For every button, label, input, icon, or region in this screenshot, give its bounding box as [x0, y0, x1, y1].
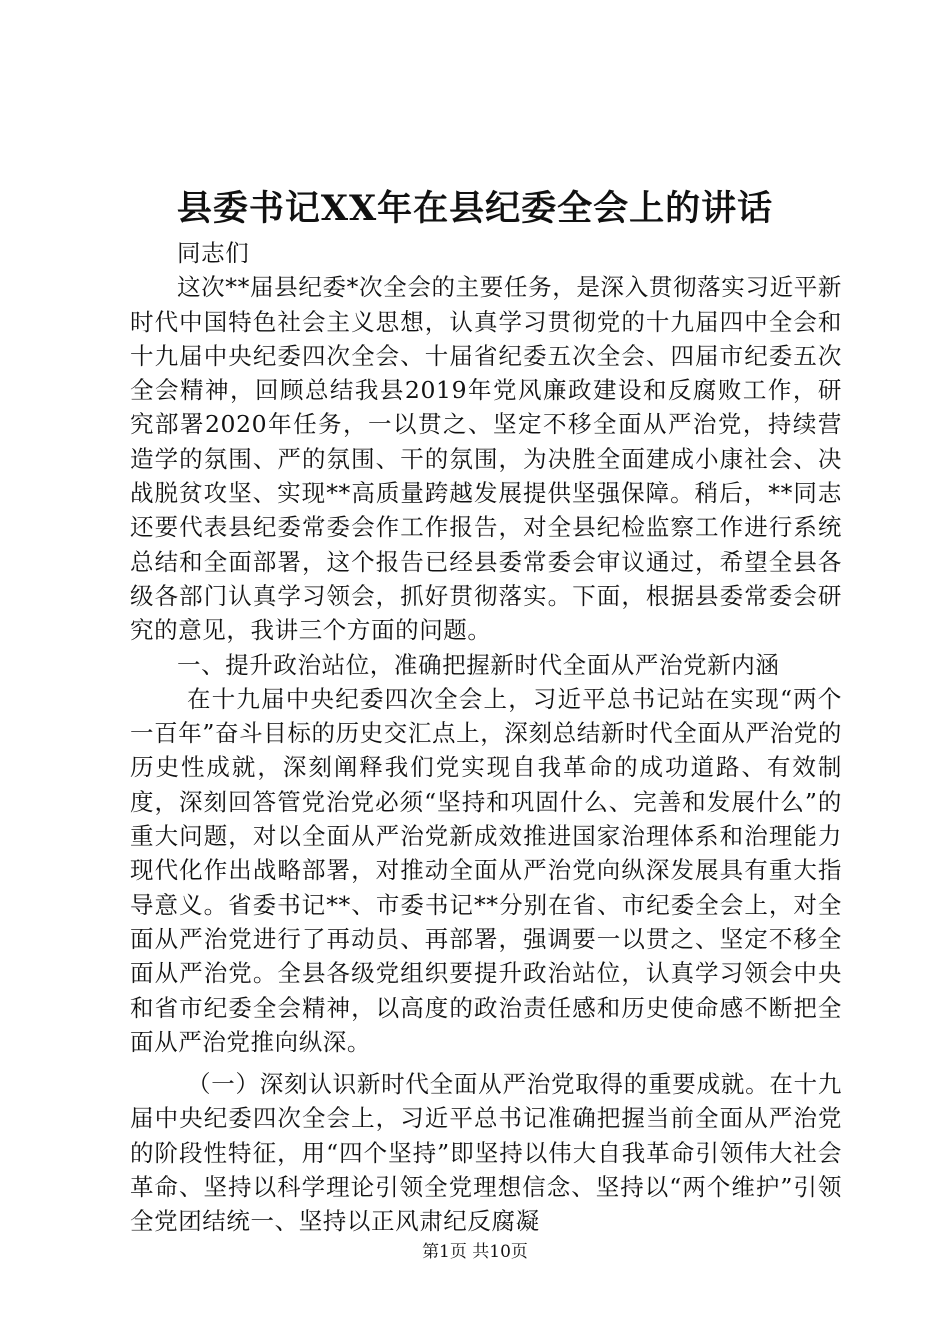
- document-body: [130, 236, 842, 1239]
- section-heading-one: 一、提升政治站位，准确把握新时代全面从严治党新内涵: [177, 650, 780, 679]
- document-title: 县委书记XX年在县纪委全会上的讲话: [176, 188, 774, 229]
- paragraph-section-one: 在十九届中央纪委四次全会上，习近平总书记站在实现“两个一百年”奋斗目标的历史交汇点上，深刻总结新时代全面从严治党的历史性成就，深刻阐释我们党实现自我革命的成功道路、有效制度，深刻回答管党治党必须“坚持和巩固什么、完善和发展什么”的重大问题，对以全面从严治党新成效推进国家治理体系和治理能力现代化作出战略部署，对推动全面从严治党向纵深发展具有重大指导意义。省委书记**、市委书记**分别在省、市纪委全会上，对全面从严治党进行了再动员、再部署，强调要一以贯之、坚定不移全面从严治党。全县各级党组织要提升政治站位，认真学习领会中央和省市纪委全会精神，以高度的政治责任感和历史使命感不断把全面从严治党推向纵深。: [130, 684, 842, 1056]
- page-footer: 第1页 共10页: [422, 1242, 528, 1262]
- greeting-line: 同志们: [177, 239, 250, 267]
- paragraph-subsection-one: （一）深刻认识新时代全面从严治党取得的重要成就。在十九届中央纪委四次全会上，习近平总书记准确把握当前全面从严治党的阶段性特征，用“四个坚持”即坚持以伟大自我革命引领伟大社会革命、坚持以科学理论引领全党理想信念、坚持以“两个维护”引领全党团结统一、坚持以正风肃纪反腐凝: [130, 1070, 842, 1236]
- paragraph-intro: 这次**届县纪委*次全会的主要任务，是深入贯彻落实习近平新时代中国特色社会主义思想，认真学习贯彻党的十九届四中全会和十九届中央纪委四次全会、十届省纪委五次全会、四届市纪委五次全会精神，回顾总结我县2019年党风廉政建设和反腐败工作，研究部署2020年任务，一以贯之、坚定不移全面从严治党，持续营造学的氛围、严的氛围、干的氛围，为决胜全面建成小康社会、决战脱贫攻坚、实现**高质量跨越发展提供坚强保障。稍后，**同志还要代表县纪委常委会作工作报告，对全县纪检监察工作进行系统总结和全面部署，这个报告已经县委常委会审议通过，希望全县各级各部门认真学习领会，抓好贯彻落实。下面，根据县委常委会研究的意见，我讲三个方面的问题。: [130, 273, 842, 645]
